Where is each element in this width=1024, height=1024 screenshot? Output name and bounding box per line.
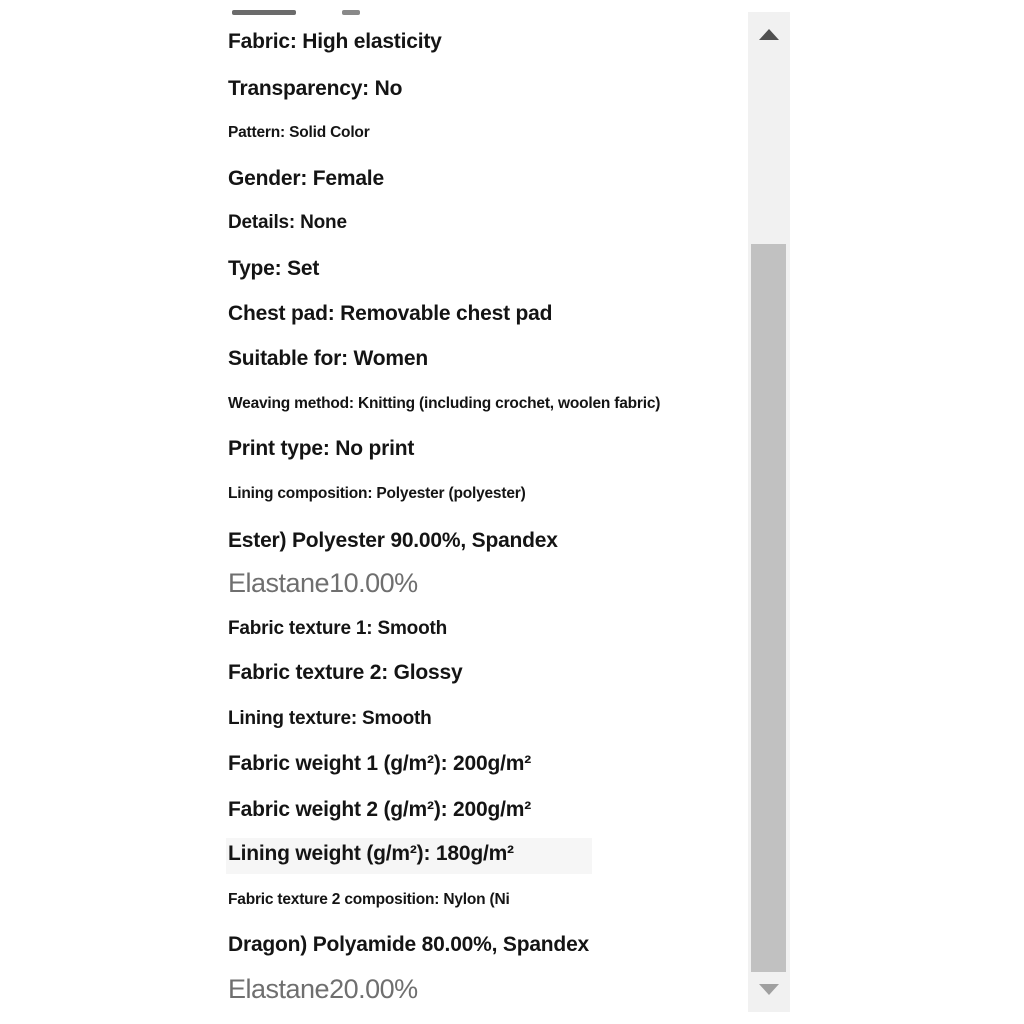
spec-fabric-weight-1: Fabric weight 1 (g/m²): 200g/m²	[228, 752, 532, 775]
spec-lining-weight: Lining weight (g/m²): 180g/m²	[228, 842, 514, 865]
vertical-scrollbar[interactable]	[748, 12, 790, 1012]
spec-suitable-for: Suitable for: Women	[228, 347, 428, 370]
cropped-previous-line	[232, 2, 372, 16]
spec-fabric: Fabric: High elasticity	[228, 30, 442, 53]
scrollbar-thumb[interactable]	[751, 244, 786, 972]
spec-lining-composition: Lining composition: Polyester (polyester)	[228, 485, 526, 502]
spec-transparency: Transparency: No	[228, 77, 403, 100]
spec-fabric-texture-1: Fabric texture 1: Smooth	[228, 618, 448, 639]
spec-lining-composition-elastane: Elastane10.00%	[228, 568, 418, 598]
spec-print-type: Print type: No print	[228, 437, 415, 460]
chevron-down-icon	[759, 984, 779, 995]
spec-chest-pad: Chest pad: Removable chest pad	[228, 302, 553, 325]
spec-fabric-texture-2-composition: Fabric texture 2 composition: Nylon (Ni	[228, 891, 510, 908]
scroll-down-button[interactable]	[748, 972, 790, 1012]
spec-gender: Gender: Female	[228, 167, 384, 190]
spec-fabric-texture-2: Fabric texture 2: Glossy	[228, 661, 463, 684]
spec-type: Type: Set	[228, 257, 320, 280]
spec-fabric-texture-2-elastane: Elastane20.00%	[228, 974, 418, 1004]
spec-fabric-texture-2-composition-cont: Dragon) Polyamide 80.00%, Spandex	[228, 933, 590, 956]
spec-pattern: Pattern: Solid Color	[228, 124, 370, 141]
scroll-up-button[interactable]	[748, 12, 790, 52]
spec-fabric-weight-2: Fabric weight 2 (g/m²): 200g/m²	[228, 798, 532, 821]
spec-lining-composition-cont: Ester) Polyester 90.00%, Spandex	[228, 529, 558, 552]
spec-lining-texture: Lining texture: Smooth	[228, 708, 432, 729]
spec-weaving-method: Weaving method: Knitting (including crochet, woolen fabric)	[228, 395, 661, 412]
chevron-up-icon	[759, 29, 779, 40]
spec-details: Details: None	[228, 212, 347, 233]
